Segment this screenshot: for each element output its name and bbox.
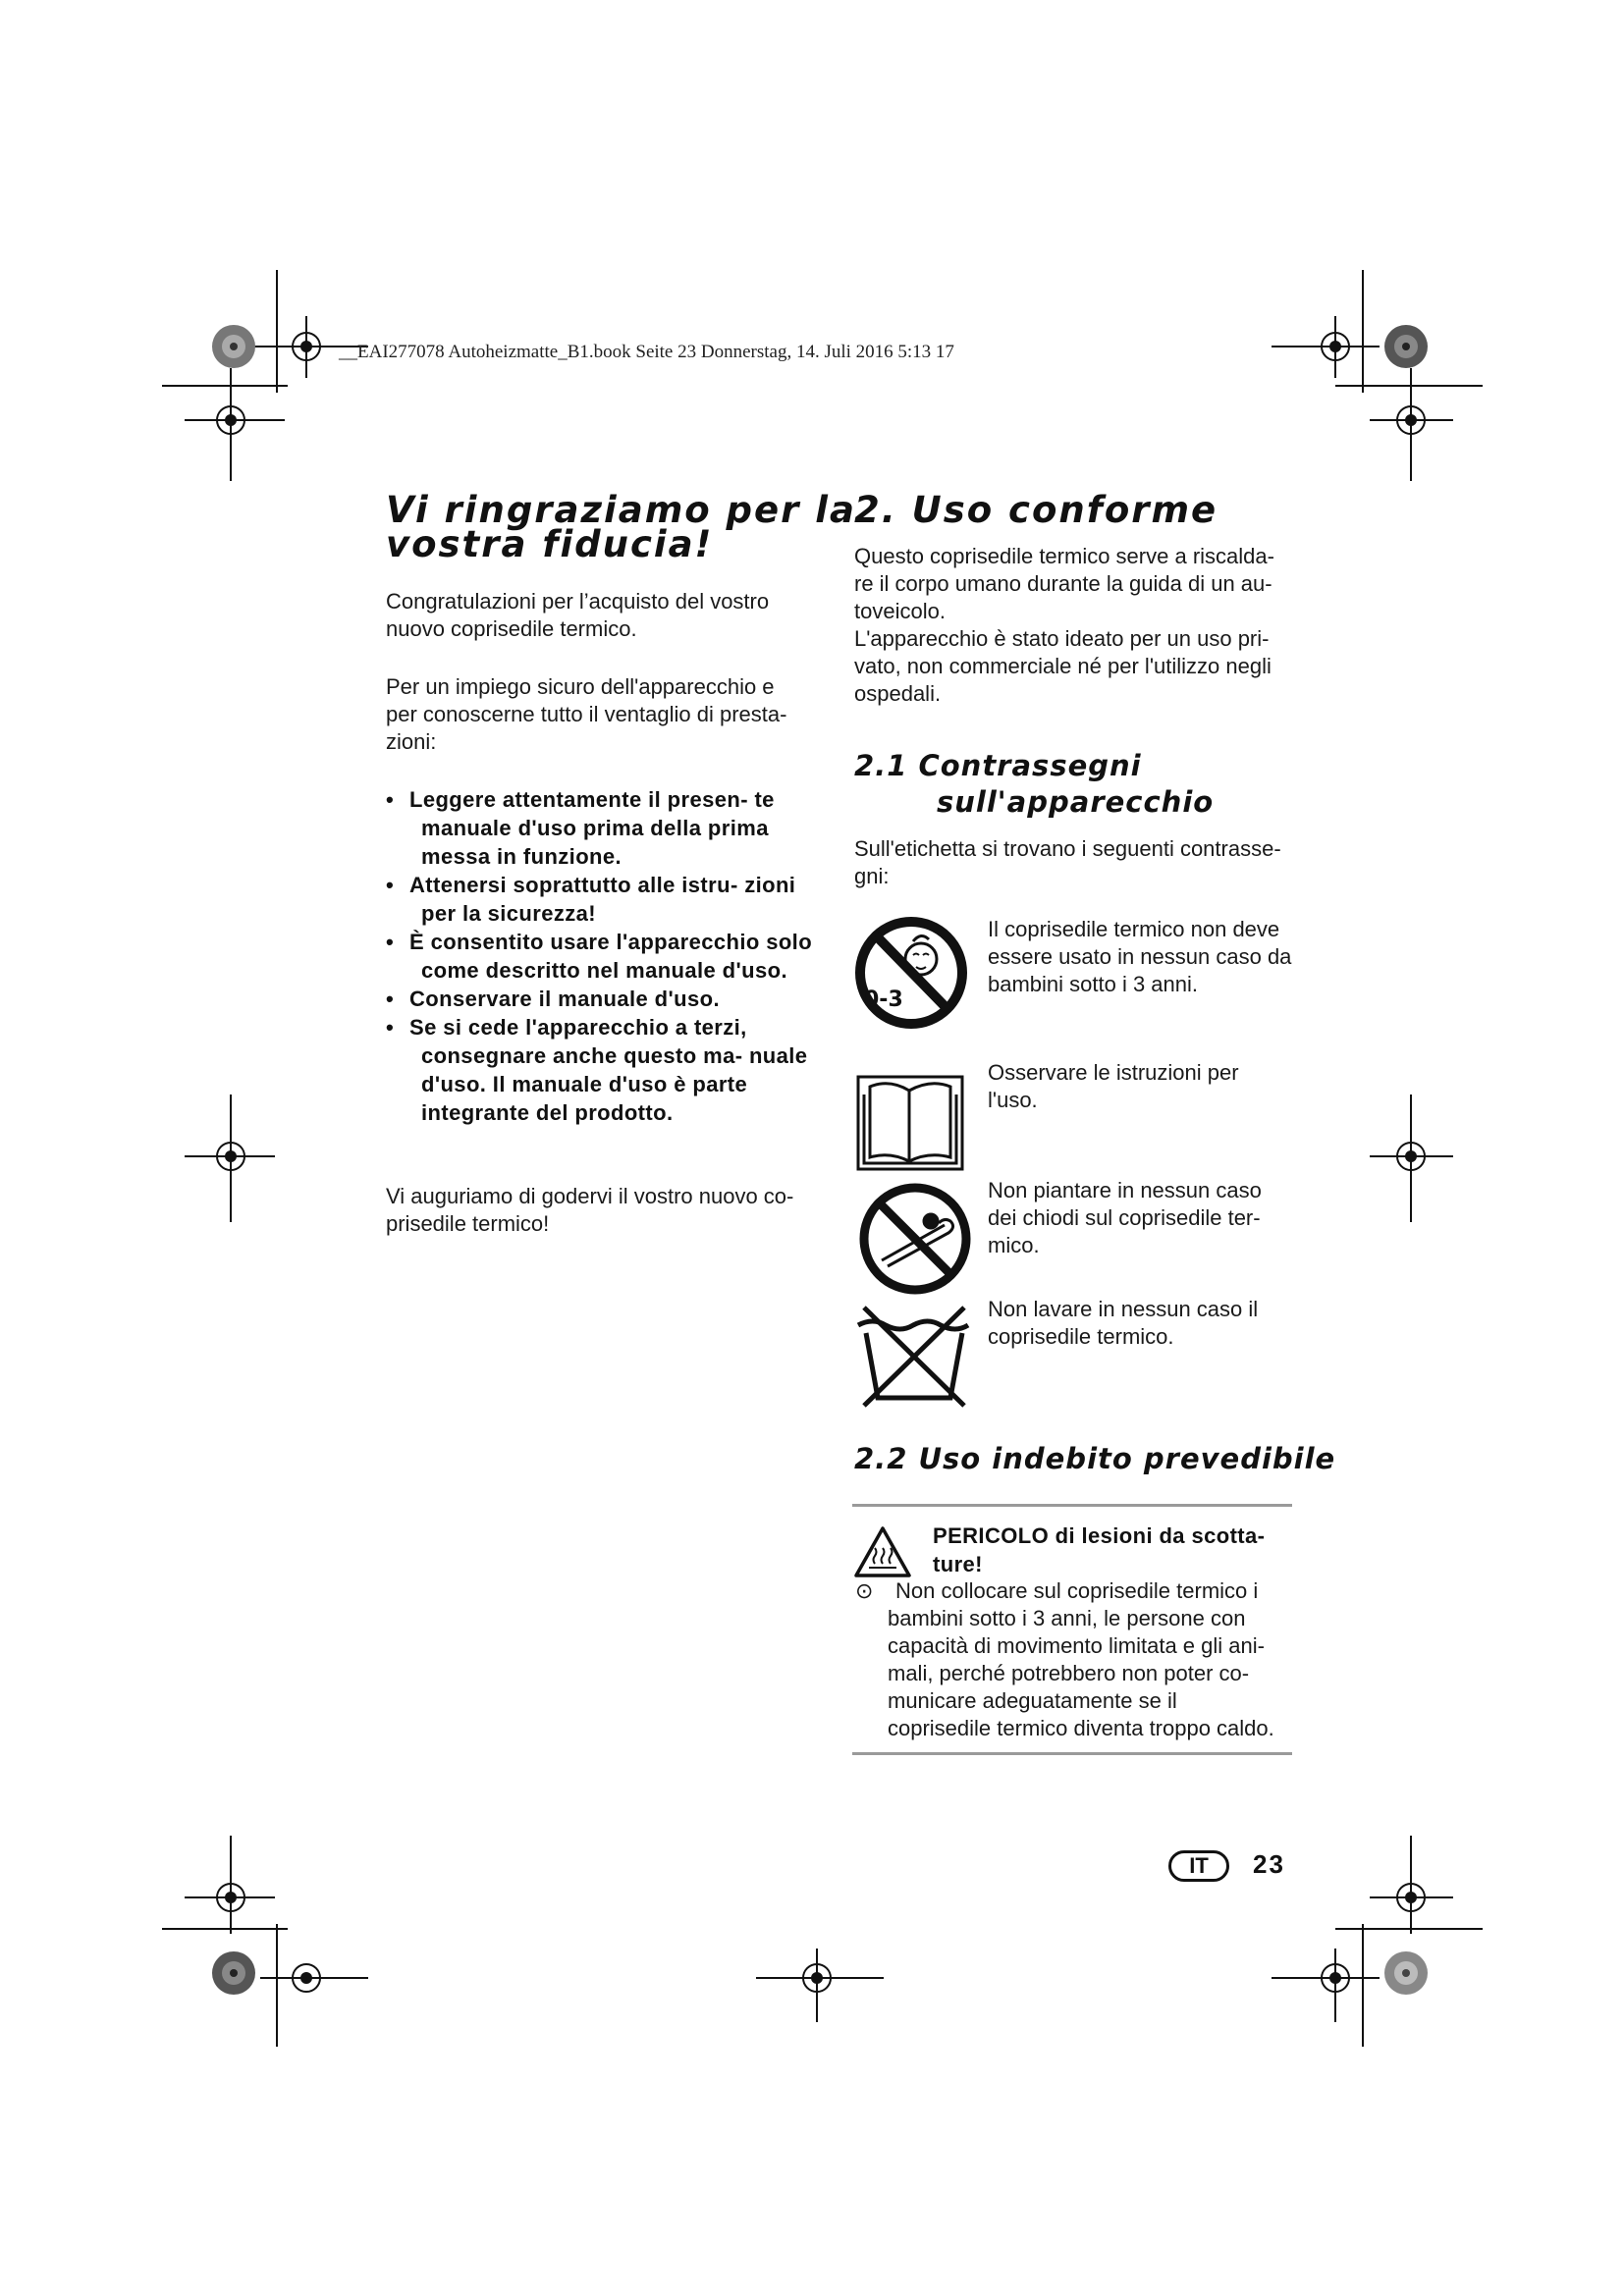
section-2-1-title [854, 748, 1214, 821]
left-title [386, 489, 856, 565]
list-item: • Se si cede l'apparecchio a terzi, consegnare anche questo ma- nuale d'uso. Il manuale d'uso è parte integrante del prodotto. [386, 1015, 808, 1125]
text-line: zioni: [386, 729, 437, 754]
list-item-text: Se si cede l'apparecchio a terzi, consegnare anche questo ma- nuale d'uso. Il manuale d'uso è parte integrante del prodotto. [409, 1015, 808, 1125]
left-title-line: Vi ringraziamo per la [386, 489, 856, 531]
closing-paragraph [386, 1183, 828, 1238]
text-line: mico. [988, 1233, 1040, 1257]
list-item: • Leggere attentamente il presen- te manuale d'uso prima della prima messa in funzione. [386, 787, 775, 869]
text-line: coprisedile termico diventa troppo caldo. [888, 1716, 1274, 1740]
text-line: l'uso. [988, 1088, 1038, 1112]
warning-top-rule [852, 1504, 1292, 1507]
page-number: 23 [1253, 1849, 1285, 1879]
text-line: re il corpo umano durante la guida di un au- [854, 571, 1272, 596]
text-line: per conoscerne tutto il ventaglio di presta- [386, 702, 787, 726]
heading-line: sull'apparecchio [937, 785, 1215, 819]
list-item: • È consentito usare l'apparecchio solo come descritto nel manuale d'uso. [386, 930, 813, 983]
text-line: Osservare le istruzioni per [988, 1060, 1239, 1085]
intro-paragraph [386, 588, 828, 643]
list-item: • Conservare il manuale d'uso. [386, 987, 720, 1011]
text-line: Congratulazioni per l’acquisto del vostro [386, 589, 770, 614]
print-slug: __EAI277078 Autoheizmatte_B1.book Seite 23 Donnerstag, 14. Juli 2016 5:13 17 [339, 342, 954, 362]
text-line: nuovo coprisedile termico. [386, 616, 637, 641]
left-title-line: vostra fiducia! [386, 523, 714, 565]
instruction-list [386, 785, 818, 1127]
list-item-text: Conservare il manuale d'uso. [409, 987, 720, 1011]
list-item-text: È consentito usare l'apparecchio solo come descritto nel manuale d'uso. [409, 930, 813, 983]
age-label: 0-3 [864, 988, 903, 1012]
text-line: Questo coprisedile termico serve a riscalda- [854, 544, 1274, 568]
warning-bullet: ⊙ [855, 1578, 874, 1603]
text-line: vato, non commerciale né per l'utilizzo negli [854, 654, 1272, 678]
warning-title-line: PERICOLO di lesioni da scotta- [933, 1523, 1266, 1548]
text-line: Il coprisedile termico non deve [988, 917, 1280, 941]
text-line: gni: [854, 864, 890, 888]
no-children-icon [854, 912, 972, 1034]
text-line: Sull'etichetta si trovano i seguenti contrasse- [854, 836, 1281, 861]
text-line: dei chiodi sul coprisedile ter- [988, 1205, 1261, 1230]
text-line: municare adeguatamente se il [888, 1688, 1177, 1713]
text-line: Vi auguriamo di godervi il vostro nuovo co- [386, 1184, 794, 1208]
text-line: Non lavare in nessun caso il [988, 1297, 1259, 1321]
text-line: bambini sotto i 3 anni, le persone con [888, 1606, 1246, 1630]
text-line: L'apparecchio è stato ideato per un uso pri- [854, 626, 1270, 651]
warning-title [933, 1522, 1296, 1578]
warning-title-line: ture! [933, 1552, 983, 1576]
section-2-2-title: 2.2 Uso indebito prevedibile [854, 1442, 1336, 1475]
sign-1-text [988, 916, 1312, 998]
text-line: essere usato in nessun caso da [988, 944, 1292, 969]
list-item: • Attenersi soprattutto alle istru- zioni per la sicurezza! [386, 873, 796, 926]
read-manual-icon [856, 1065, 966, 1171]
text-line: bambini sotto i 3 anni. [988, 972, 1199, 996]
list-item-text: Attenersi soprattutto alle istru- zioni per la sicurezza! [409, 873, 796, 926]
sign-2-text [988, 1059, 1312, 1114]
text-line: ospedali. [854, 681, 942, 706]
text-line: toveicolo. [854, 599, 946, 623]
no-pins-icon [858, 1182, 972, 1296]
text-line: Non piantare in nessun caso [988, 1178, 1262, 1202]
text-line: Per un impiego sicuro dell'apparecchio e [386, 674, 775, 699]
text-line: mali, perché potrebbero non poter co- [888, 1661, 1250, 1685]
section-2-title: 2. Uso conforme [854, 489, 1218, 531]
markings-intro [854, 835, 1296, 890]
sign-4-text [988, 1296, 1312, 1351]
list-item-text: Leggere attentamente il presen- te manuale d'uso prima della prima messa in funzione. [409, 787, 775, 869]
do-not-wash-icon [856, 1304, 972, 1408]
hot-surface-warning-icon [853, 1524, 912, 1579]
text-line: coprisedile termico. [988, 1324, 1174, 1349]
usage-paragraph [386, 673, 828, 756]
purpose-paragraph [854, 543, 1296, 708]
heading-line: 2.1 Contrassegni [854, 749, 1142, 782]
warning-bottom-rule [852, 1752, 1292, 1755]
text-line: prisedile termico! [386, 1211, 550, 1236]
language-badge: IT [1168, 1850, 1229, 1882]
text-line: Non collocare sul coprisedile termico i [895, 1578, 1259, 1603]
warning-text [888, 1577, 1300, 1742]
sign-3-text [988, 1177, 1312, 1259]
text-line: capacità di movimento limitata e gli ani- [888, 1633, 1265, 1658]
